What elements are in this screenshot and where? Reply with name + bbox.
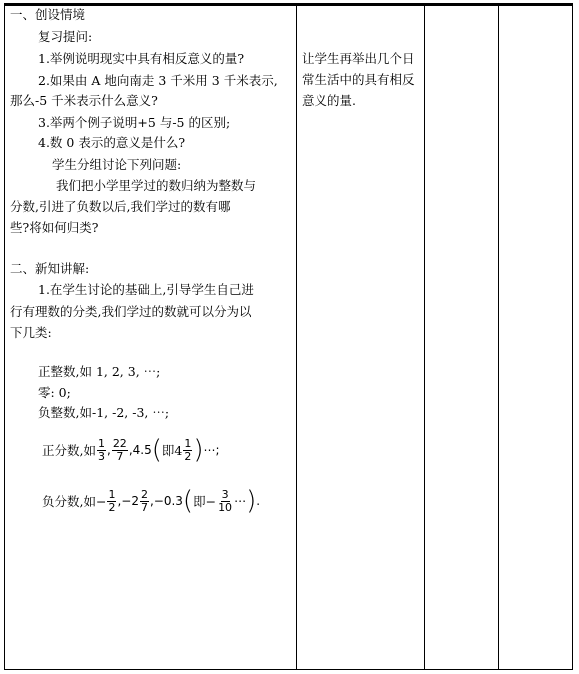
- pos-frac-sep2: ,4.5: [128, 443, 152, 457]
- pos-frac-ji: 即4: [161, 443, 183, 458]
- pos-frac-3-den: 2: [184, 449, 192, 463]
- table-bottom-border: [4, 669, 573, 670]
- pos-frac-sep1: ,: [106, 443, 111, 457]
- neg-frac-tail: .: [256, 494, 261, 508]
- neg-frac-dots: ⋯: [234, 494, 247, 508]
- pos-frac-3-num: 1: [184, 436, 192, 450]
- question-2-line1: 2.如果由 A 地向南走 3 千米用 3 千米表示,: [38, 73, 278, 88]
- teacher-note: 让学生再举出几个日常生活中的具有相反意义的量.: [302, 51, 415, 108]
- pos-frac-paren-close: ): [193, 435, 204, 465]
- table-right-border: [572, 4, 573, 670]
- neg-frac-sep2: ,−0.3: [149, 494, 183, 508]
- question-1: 1.举例说明现实中具有相反意义的量?: [38, 51, 245, 66]
- pos-frac-paren-open: (: [151, 435, 162, 465]
- neg-frac-3-den: 10: [218, 500, 233, 514]
- zero-item: 零: 0;: [38, 385, 71, 400]
- group-discussion-prompt: 学生分组讨论下列问题:: [52, 157, 182, 172]
- neg-frac-2: [140, 489, 149, 514]
- intro-line2: 行有理数的分类,我们学过的数就可以分为以: [10, 304, 252, 319]
- positive-fractions: [42, 430, 220, 470]
- pos-frac-1-den: 3: [97, 449, 105, 463]
- neg-frac-1: [107, 489, 116, 514]
- discussion-paragraph-line3: 些?将如何归类?: [10, 220, 99, 235]
- neg-frac-paren-close: ): [246, 486, 257, 516]
- pos-frac-tail: ⋯;: [203, 443, 220, 457]
- intro-line1: 1.在学生讨论的基础上,引导学生自己进: [38, 282, 254, 297]
- column-divider-2: [424, 4, 425, 670]
- table-top-border: [4, 3, 573, 6]
- neg-frac-sep1: ,−2: [117, 494, 139, 508]
- neg-frac-paren-open: (: [182, 486, 194, 516]
- neg-frac-2-num: 2: [140, 487, 148, 501]
- intro-line3: 下几类:: [10, 325, 52, 340]
- question-2-line2: 那么-5 千米表示什么意义?: [10, 93, 158, 108]
- neg-frac-2-den: 7: [140, 500, 148, 514]
- negative-integers: 负整数,如-1, -2, -3, ⋯;: [38, 405, 170, 420]
- neg-frac-ji: 即−: [193, 494, 217, 509]
- column-divider-3: [498, 4, 499, 670]
- question-3: 3.举两个例子说明+5 与-5 的区别;: [38, 115, 231, 130]
- neg-frac-1-num: 1: [108, 487, 116, 501]
- pos-frac-label: 正分数,如: [42, 443, 96, 458]
- table-left-border: [4, 4, 5, 670]
- pos-frac-2-num: 22: [112, 436, 127, 450]
- positive-integers: 正整数,如 1, 2, 3, ⋯;: [38, 364, 161, 379]
- review-title: 复习提问:: [38, 29, 93, 44]
- section1-heading: 一、创设情境: [10, 7, 86, 22]
- question-4: 4.数 0 表示的意义是什么?: [38, 135, 186, 150]
- pos-frac-1-num: 1: [97, 436, 105, 450]
- neg-frac-3: [217, 489, 233, 514]
- column-divider-1: [296, 4, 297, 670]
- pos-frac-1: [97, 438, 106, 463]
- discussion-paragraph-line2: 分数,引进了负数以后,我们学过的数有哪: [10, 199, 231, 214]
- neg-frac-3-num: 3: [221, 487, 229, 501]
- neg-frac-label: 负分数,如−: [42, 494, 107, 509]
- negative-fractions: [42, 481, 260, 521]
- discussion-paragraph-line1: 我们把小学里学过的数归纳为整数与: [56, 178, 257, 193]
- pos-frac-3: [183, 438, 192, 463]
- pos-frac-2: [112, 438, 128, 463]
- neg-frac-1-den: 2: [108, 500, 116, 514]
- section2-heading: 二、新知讲解:: [10, 261, 90, 276]
- pos-frac-2-den: 7: [116, 449, 124, 463]
